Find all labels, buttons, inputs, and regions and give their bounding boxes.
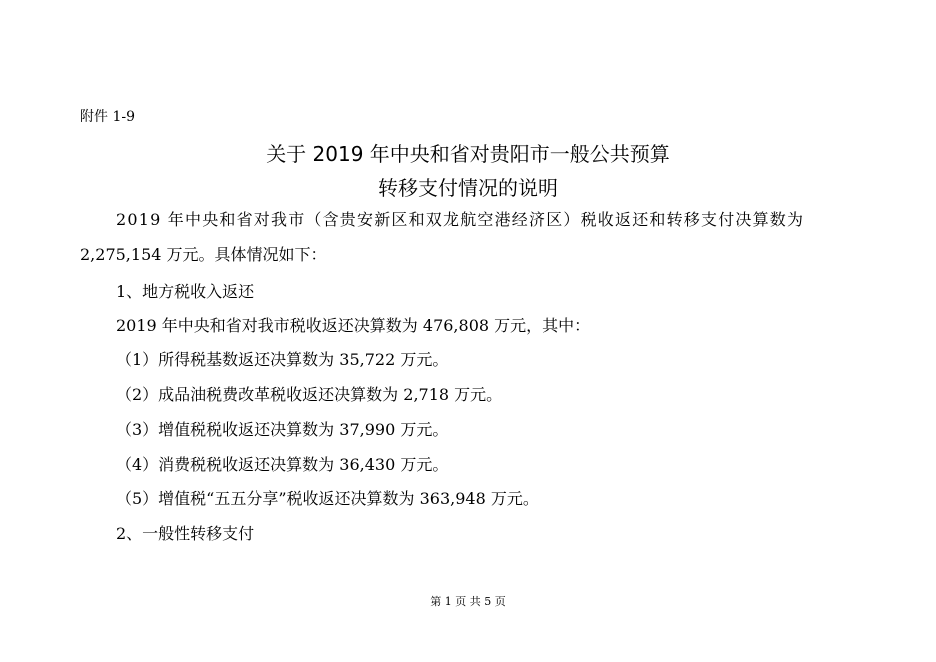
section-1-heading: 1、地方税收入返还 xyxy=(116,282,255,301)
section-1-item: （5）增值税“五五分享”税收返还决算数为 363,948 万元。 xyxy=(116,489,539,508)
page-number-footer: 第 1 页 共 5 页 xyxy=(430,595,506,608)
document-title-line-2: 转移支付情况的说明 xyxy=(378,176,558,200)
section-1-item: （4）消费税税收返还决算数为 36,430 万元。 xyxy=(116,455,449,474)
intro-paragraph-line-1: 2019 年中央和省对我市（含贵安新区和双龙航空港经济区）税收返还和转移支付决算数为 xyxy=(116,210,805,229)
section-1-summary: 2019 年中央和省对我市税收返还决算数为 476,808 万元，其中： xyxy=(116,316,591,335)
section-2-heading: 2、一般性转移支付 xyxy=(116,524,255,543)
section-1-item: （1）所得税基数返还决算数为 35,722 万元。 xyxy=(116,350,449,369)
intro-paragraph-line-2: 2,275,154 万元。具体情况如下： xyxy=(80,245,327,264)
document-title-line-1: 关于 2019 年中央和省对贵阳市一般公共预算 xyxy=(266,142,670,166)
section-1-item: （3）增值税税收返还决算数为 37,990 万元。 xyxy=(116,420,449,439)
section-1-item: （2）成品油税费改革税收返还决算数为 2,718 万元。 xyxy=(116,385,503,404)
attachment-label: 附件 1-9 xyxy=(80,109,135,125)
